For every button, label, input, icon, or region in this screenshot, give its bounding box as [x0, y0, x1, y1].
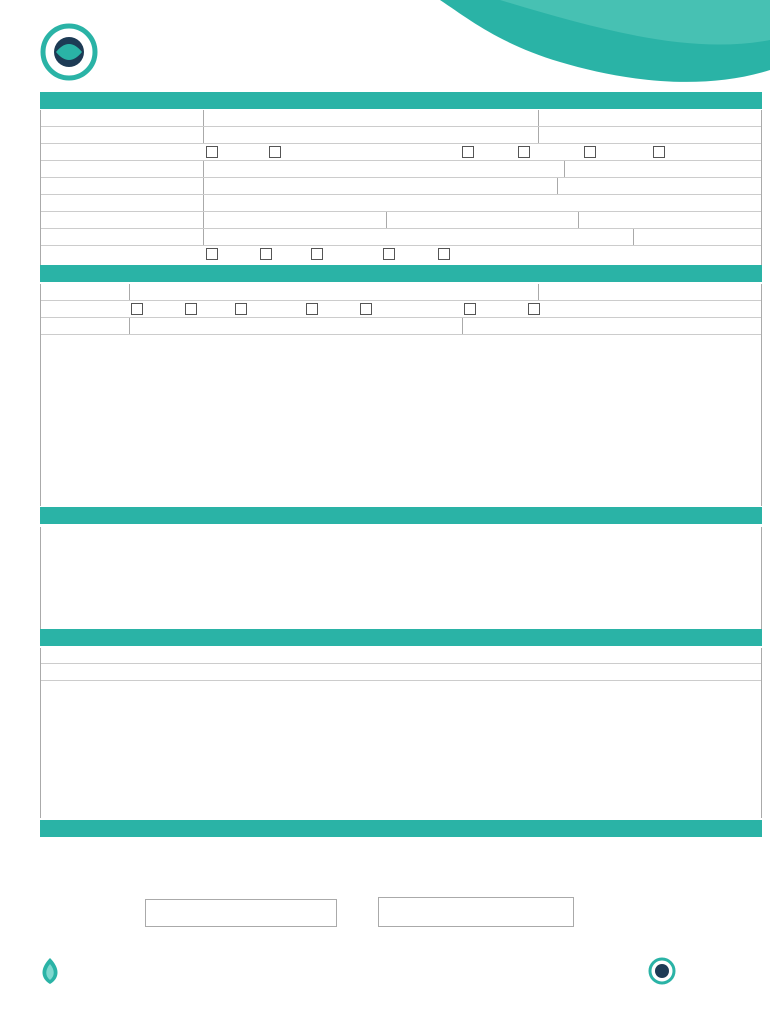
- home-language-field[interactable]: [557, 178, 762, 194]
- add-spouse-other-checkbox[interactable]: [360, 303, 372, 315]
- ethnic-coloured-checkbox[interactable]: [311, 248, 323, 260]
- row-email: [41, 229, 761, 246]
- row-physical: [41, 178, 761, 195]
- wages-field[interactable]: [633, 229, 762, 245]
- weight-field[interactable]: [462, 318, 762, 334]
- marital-married-checkbox[interactable]: [518, 146, 530, 158]
- id-passport-field[interactable]: [203, 127, 459, 143]
- row-delivery: [41, 195, 761, 212]
- marital-single-checkbox[interactable]: [462, 146, 474, 158]
- signature-field[interactable]: [145, 899, 337, 927]
- adding-dependants-grid: [40, 284, 762, 506]
- row-instruction: [41, 648, 761, 664]
- marital-divorced-checkbox[interactable]: [584, 146, 596, 158]
- header-wave-graphic: [0, 0, 770, 92]
- marital-widowed-checkbox[interactable]: [653, 146, 665, 158]
- company-address-field[interactable]: [203, 161, 459, 177]
- row-ethnic: [41, 246, 761, 263]
- header: [0, 0, 770, 92]
- section-package-options: [40, 629, 762, 646]
- row-add-spouse: [41, 284, 761, 301]
- gender-male-checkbox[interactable]: [269, 146, 281, 158]
- email-field[interactable]: [203, 229, 499, 245]
- add-spouse-coloured-checkbox[interactable]: [235, 303, 247, 315]
- package-options-grid: [40, 648, 762, 818]
- affinity-health-footer-logo-icon: [646, 956, 678, 986]
- add-spouse-field[interactable]: [129, 284, 415, 300]
- add-spouse-white-checkbox[interactable]: [131, 303, 143, 315]
- add-spouse-black-checkbox[interactable]: [185, 303, 197, 315]
- add-spouse-indian-checkbox[interactable]: [306, 303, 318, 315]
- section-adding-dependants: [40, 265, 762, 282]
- section-principal-member: [40, 92, 762, 109]
- full-name-field[interactable]: [538, 110, 762, 126]
- ethnic-other-checkbox[interactable]: [438, 248, 450, 260]
- date-field[interactable]: [378, 897, 574, 927]
- section-removing-dependants: [40, 507, 762, 524]
- affinity-life-logo-icon: [36, 956, 64, 986]
- row-contact: [41, 212, 761, 229]
- smoker-field[interactable]: [129, 318, 415, 334]
- physical-address-field[interactable]: [203, 178, 459, 194]
- removing-dependants-grid: [40, 527, 762, 629]
- row-gender: [41, 144, 761, 161]
- principal-member-grid: [40, 110, 762, 265]
- dob-field[interactable]: [538, 127, 762, 143]
- row-package-headers: [41, 664, 761, 681]
- row-id: [41, 127, 761, 144]
- ethnic-white-checkbox[interactable]: [206, 248, 218, 260]
- preferred-delivery-field[interactable]: [203, 195, 762, 211]
- ethnic-indian-checkbox[interactable]: [383, 248, 395, 260]
- add-spouse-male-checkbox[interactable]: [528, 303, 540, 315]
- affinity-health-logo-icon: [36, 22, 102, 82]
- row-company: [41, 161, 761, 178]
- employee-number-field[interactable]: [564, 161, 762, 177]
- row-add-spouse-ethnic: [41, 301, 761, 318]
- add-spouse-female-checkbox[interactable]: [464, 303, 476, 315]
- work-field[interactable]: [386, 212, 504, 228]
- gender-female-checkbox[interactable]: [206, 146, 218, 158]
- surname-field[interactable]: [203, 110, 459, 126]
- row-add-smoker: [41, 318, 761, 335]
- cell-field[interactable]: [203, 212, 349, 228]
- ethnic-black-checkbox[interactable]: [260, 248, 272, 260]
- row-surname: [41, 110, 761, 127]
- add-spouse-id-field[interactable]: [538, 284, 762, 300]
- section-declaration: [40, 820, 762, 837]
- emergency-field[interactable]: [578, 212, 762, 228]
